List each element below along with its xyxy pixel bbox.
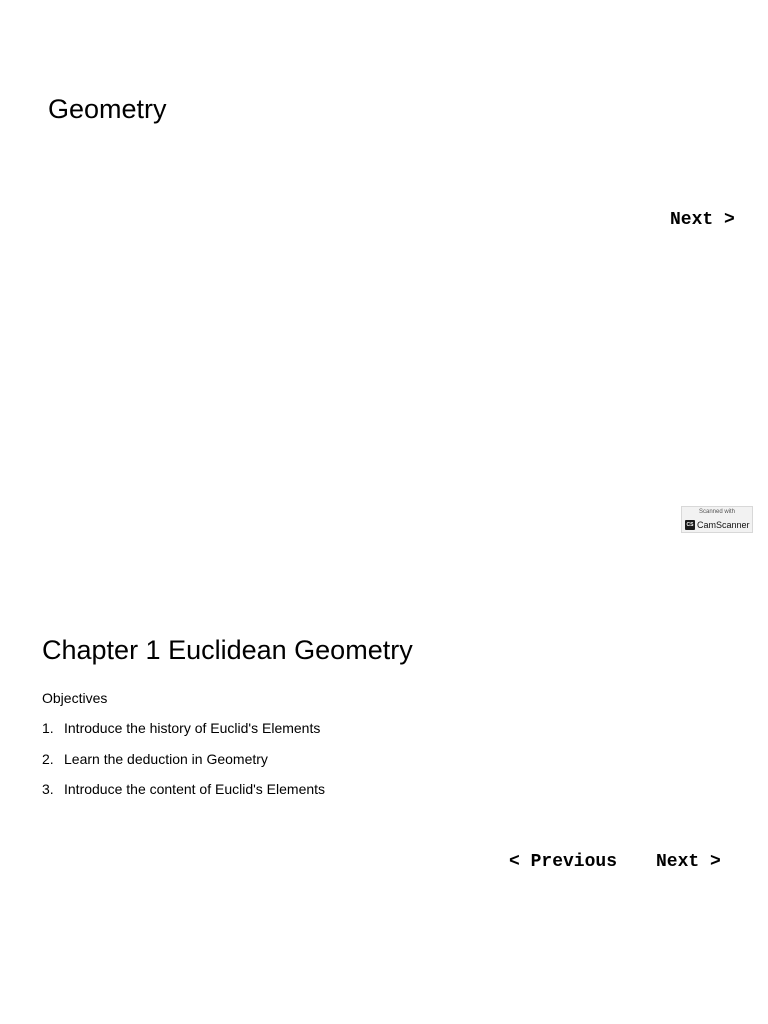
objective-item xyxy=(42,781,325,812)
previous-button[interactable]: < Previous xyxy=(509,852,618,872)
objective-item xyxy=(42,751,325,782)
objective-number: 1. xyxy=(42,720,54,736)
objective-item xyxy=(42,720,325,751)
scanned-with-text: Scanned with xyxy=(698,509,736,515)
camscanner-badge xyxy=(681,506,753,533)
objective-text: Introduce the history of Euclid's Elements xyxy=(64,720,321,736)
camscanner-logo-icon: CS xyxy=(686,522,694,528)
objective-number: 2. xyxy=(42,750,54,767)
objectives-list xyxy=(42,720,325,812)
camscanner-name: CamScanner xyxy=(697,520,750,530)
objectives-heading: Objectives xyxy=(42,690,108,706)
next-button[interactable]: Next > xyxy=(656,852,721,872)
page-title: Geometry xyxy=(48,94,167,124)
objective-text: Introduce the content of Euclid's Elements xyxy=(64,781,326,797)
objective-text: Learn the deduction in Geometry xyxy=(64,750,268,767)
objective-number: 3. xyxy=(42,781,54,797)
next-button[interactable]: Next > xyxy=(670,210,735,230)
chapter-title: Chapter 1 Euclidean Geometry xyxy=(42,635,413,665)
